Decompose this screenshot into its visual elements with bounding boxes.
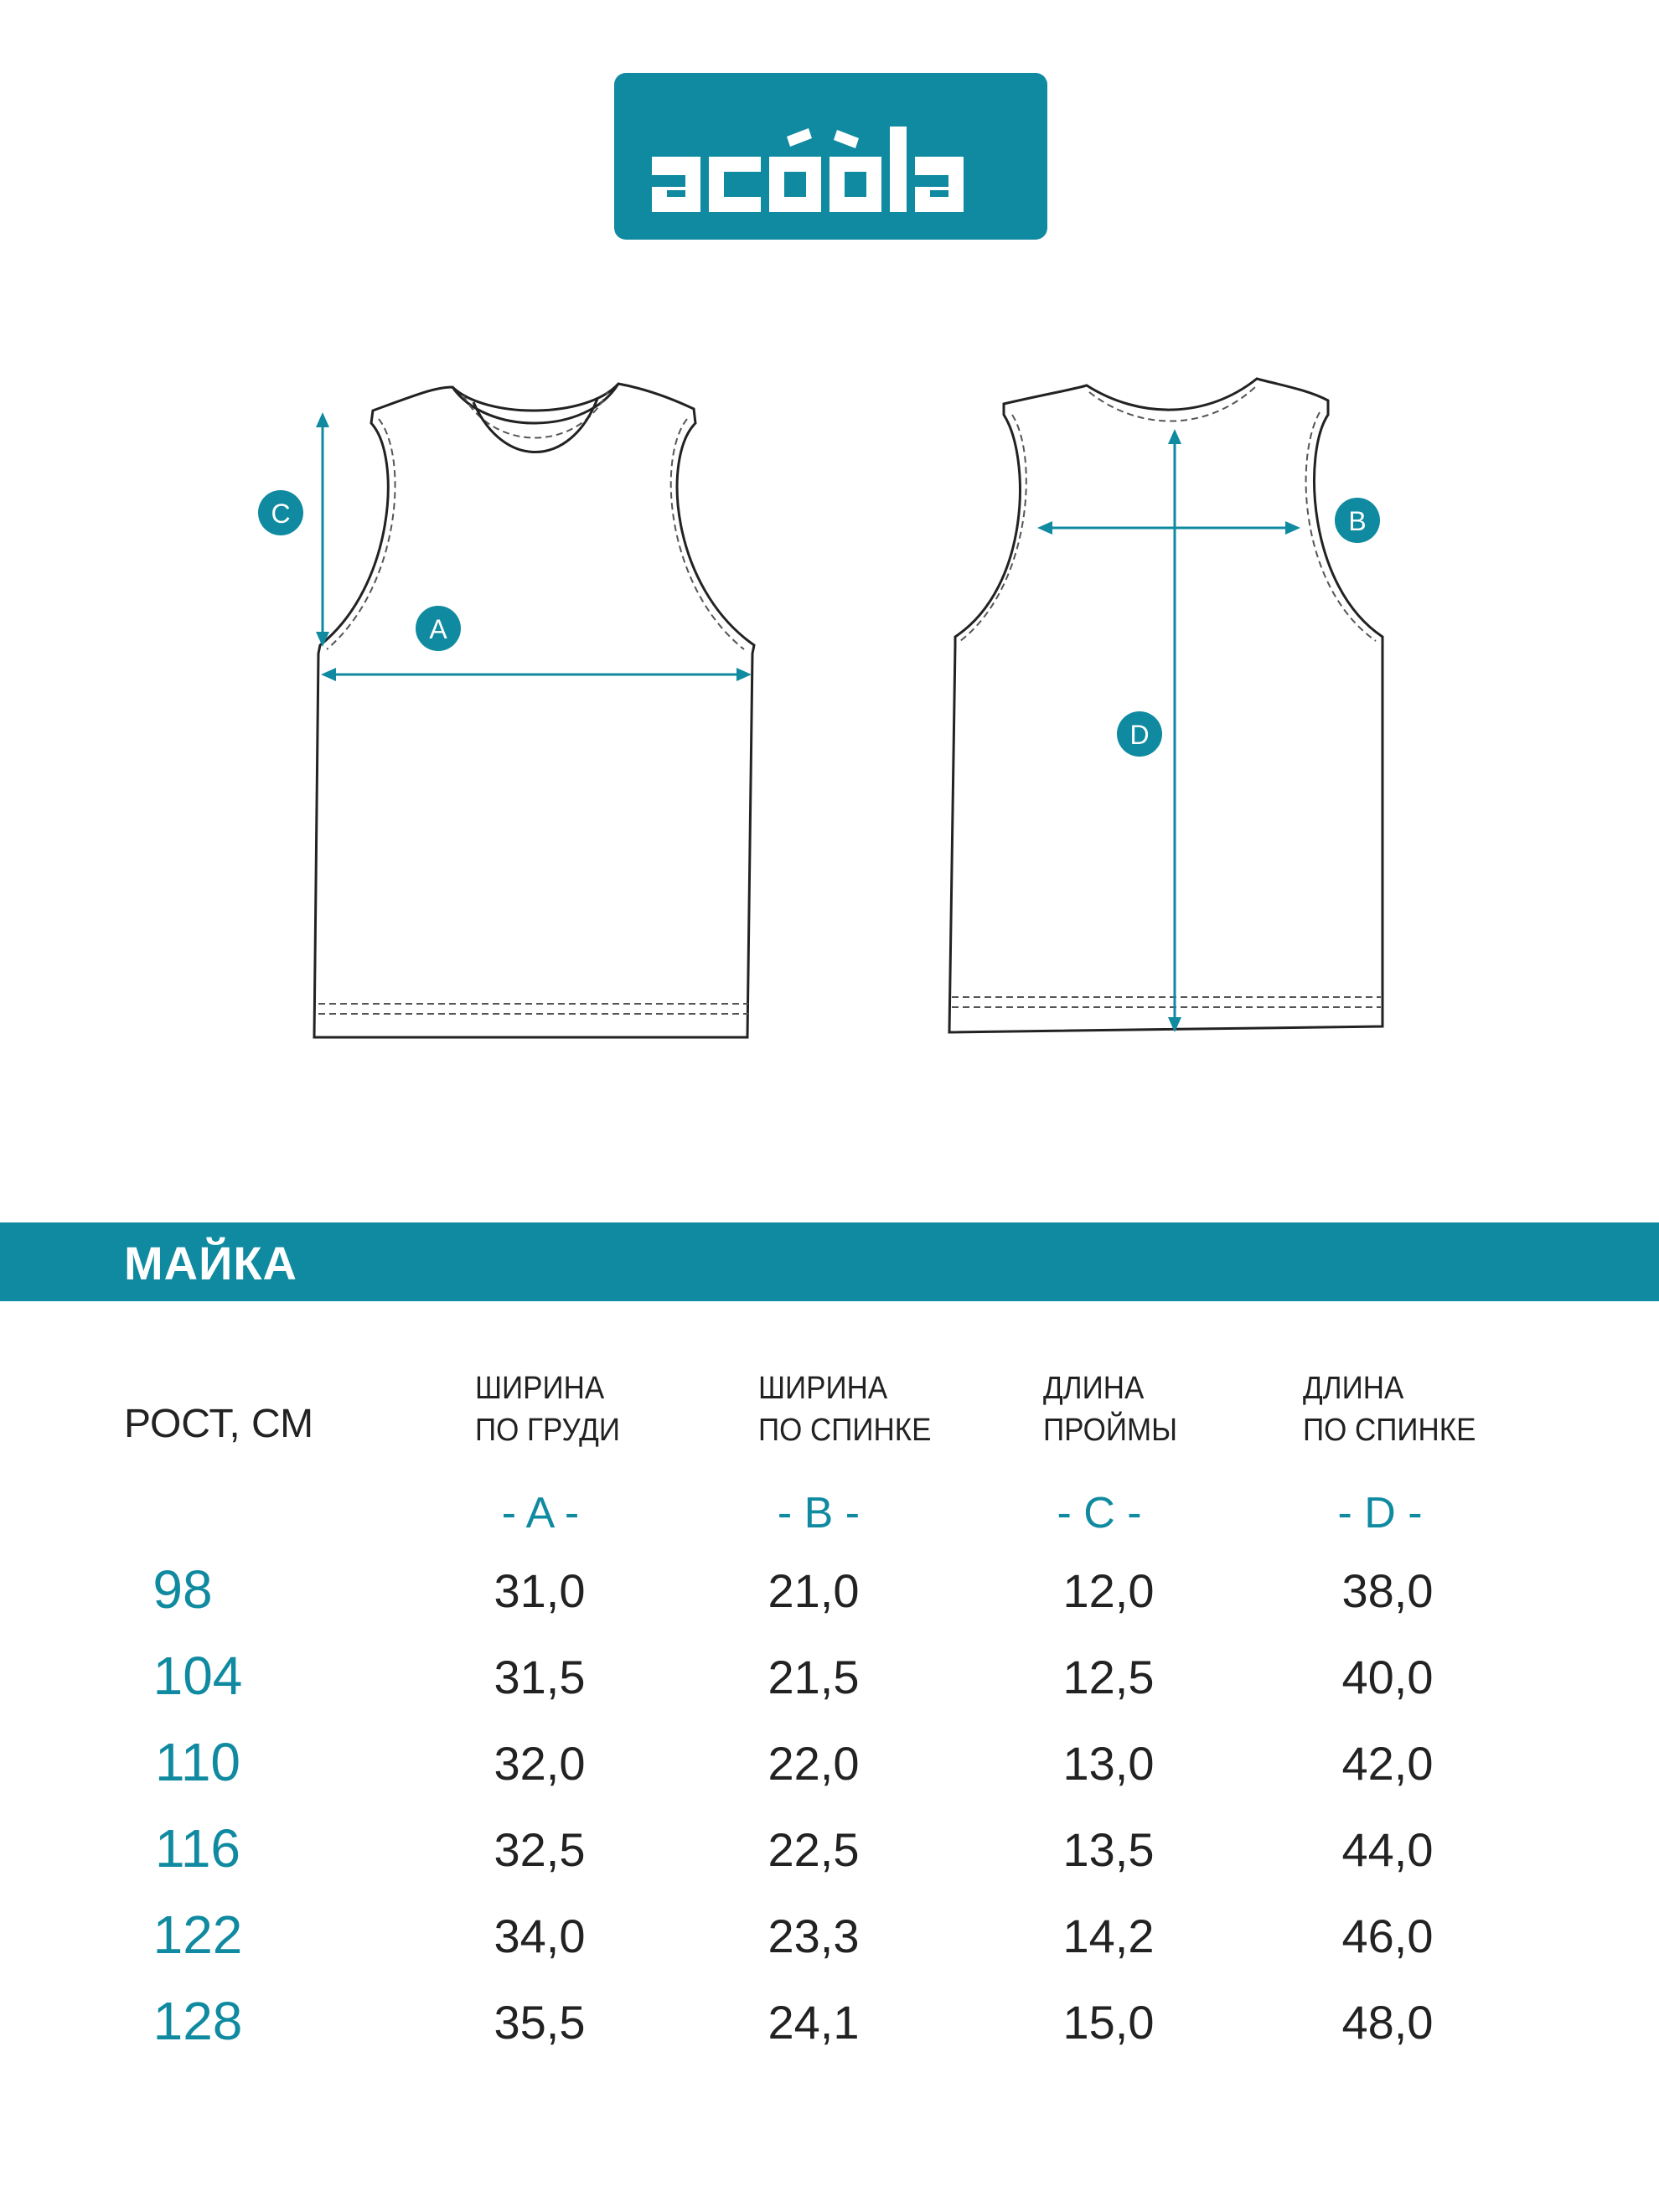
value-b: 24,1: [767, 1996, 860, 2049]
label-b: [1335, 498, 1380, 543]
svg-text:A: A: [429, 614, 447, 644]
column-letter-a: - A -: [501, 1489, 580, 1538]
value-a: 32,5: [494, 1823, 586, 1876]
row-height: 98: [152, 1559, 213, 1620]
value-d: 42,0: [1341, 1737, 1434, 1790]
table-row: [0, 1990, 1659, 2065]
column-header-c: ДЛИНА ПРОЙМЫ: [1043, 1371, 1178, 1448]
value-c: 13,5: [1062, 1823, 1155, 1876]
value-a: 34,0: [494, 1910, 586, 1962]
table-row: [0, 1645, 1659, 1720]
value-a: 35,5: [494, 1996, 586, 2049]
value-c: 12,5: [1062, 1651, 1155, 1703]
value-b: 21,5: [767, 1651, 860, 1703]
label-c: [258, 490, 303, 535]
column-letter-b: - B -: [777, 1489, 861, 1538]
back-view: [949, 379, 1382, 1032]
value-d: 38,0: [1341, 1564, 1434, 1617]
table-row: [0, 1817, 1659, 1893]
value-a: 31,0: [494, 1564, 586, 1617]
value-a: 32,0: [494, 1737, 586, 1790]
column-header-d: ДЛИНА ПО СПИНКЕ: [1303, 1371, 1476, 1448]
value-b: 23,3: [767, 1910, 860, 1962]
column-header-a: ШИРИНА ПО ГРУДИ: [475, 1371, 620, 1448]
height-header: РОСТ, СМ: [124, 1402, 314, 1446]
table-row: [0, 1731, 1659, 1806]
svg-text:D: D: [1129, 720, 1150, 750]
value-a: 31,5: [494, 1651, 586, 1703]
garment-diagram: [0, 352, 1659, 1106]
svg-text:B: B: [1348, 506, 1367, 536]
row-height: 110: [154, 1732, 241, 1792]
column-letter-c: - C -: [1057, 1489, 1142, 1538]
value-d: 40,0: [1341, 1651, 1434, 1703]
column-header-b: ШИРИНА ПО СПИНКЕ: [758, 1371, 932, 1448]
table-row: [0, 1558, 1659, 1634]
front-view: [314, 384, 754, 1037]
value-c: 12,0: [1062, 1564, 1155, 1617]
value-b: 22,0: [767, 1737, 860, 1790]
label-a: [416, 606, 461, 651]
product-title-band: [0, 1222, 1659, 1301]
acoola-logo-icon: [614, 73, 1047, 240]
value-c: 13,0: [1062, 1737, 1155, 1790]
value-d: 46,0: [1341, 1910, 1434, 1962]
svg-text:C: C: [271, 499, 291, 529]
value-c: 15,0: [1062, 1996, 1155, 2049]
value-d: 44,0: [1341, 1823, 1434, 1876]
row-height: 116: [154, 1818, 241, 1879]
product-title: МАЙКА: [124, 1237, 297, 1289]
value-b: 21,0: [767, 1564, 860, 1617]
brand-logo: [614, 73, 1047, 240]
row-height: 104: [152, 1646, 243, 1706]
value-d: 48,0: [1341, 1996, 1434, 2049]
table-row: [0, 1904, 1659, 1979]
label-d: [1117, 711, 1162, 757]
value-b: 22,5: [767, 1823, 860, 1876]
value-c: 14,2: [1062, 1910, 1155, 1962]
row-height: 128: [152, 1991, 243, 2051]
column-letter-d: - D -: [1337, 1489, 1423, 1538]
row-height: 122: [152, 1904, 243, 1965]
